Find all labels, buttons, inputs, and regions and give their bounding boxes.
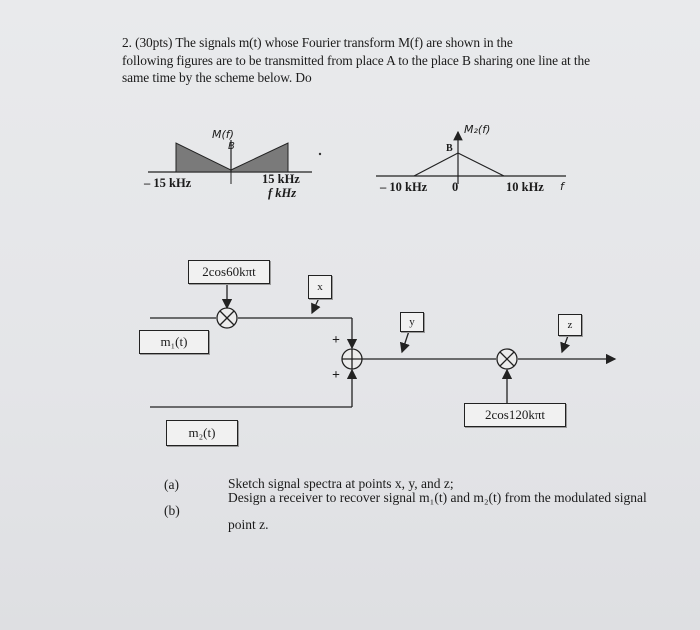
block-diagram-wiring xyxy=(150,283,615,407)
question-a-letter: (a) xyxy=(164,477,179,492)
carrier2-box: 2cos120kπt xyxy=(464,403,566,427)
input2-box: m₂(t) xyxy=(166,420,238,446)
mixer2 xyxy=(497,349,517,369)
spectrum2-plot xyxy=(376,132,566,184)
question-b-text: Design a receiver to recover signal m₁(t) and m₂(t) from the modulated signal point z. xyxy=(228,490,647,532)
adder-plus-top: + xyxy=(332,333,340,348)
adder-plus-bottom: + xyxy=(332,368,340,383)
problem-line-1: 2. (30pts) The signals m(t) whose Fourier transform M(f) are shown in the xyxy=(122,35,513,50)
problem-line-2: following figures are to be transmitted from place A to the place B sharing one line at the xyxy=(122,52,590,68)
spectrum1-title: M(f) xyxy=(212,128,234,141)
spectrum2-title: M₂(f) xyxy=(464,123,491,136)
spectrum1-left-lobe xyxy=(176,143,231,172)
spectrum1-right-lobe xyxy=(231,143,288,172)
question-a-text: Sketch signal spectra at points x, y, and z; xyxy=(228,476,454,491)
spectrum2-right-label: 10 kHz xyxy=(506,180,544,194)
spectrum2-left-label: – 10 kHz xyxy=(380,180,428,194)
spectrum2-zero-label: 0 xyxy=(452,180,459,194)
question-b-letter: (b) xyxy=(164,503,180,518)
spectrum2-axis-mark: f xyxy=(560,180,564,193)
problem-line-3: same time by the scheme below. Do xyxy=(122,70,312,85)
carrier1-box: 2cos60kπt xyxy=(188,260,270,284)
point-z-box: z xyxy=(558,314,582,336)
spectrum2-peak-label: B xyxy=(446,143,453,154)
point-x-box: x xyxy=(308,275,332,299)
adder xyxy=(342,349,362,369)
point-y-box: y xyxy=(400,312,424,332)
spectrum2-triangle xyxy=(414,153,504,176)
mixer1 xyxy=(217,308,237,328)
spectrum1-hand-label: B xyxy=(228,141,235,152)
spectrum1-axis-label: f kHz xyxy=(268,186,297,200)
input1-box: m₁(t) xyxy=(139,330,209,354)
spectrum1-left-label: – 15 kHz xyxy=(144,176,192,190)
spectrum1-right-label: 15 kHz xyxy=(262,172,300,186)
